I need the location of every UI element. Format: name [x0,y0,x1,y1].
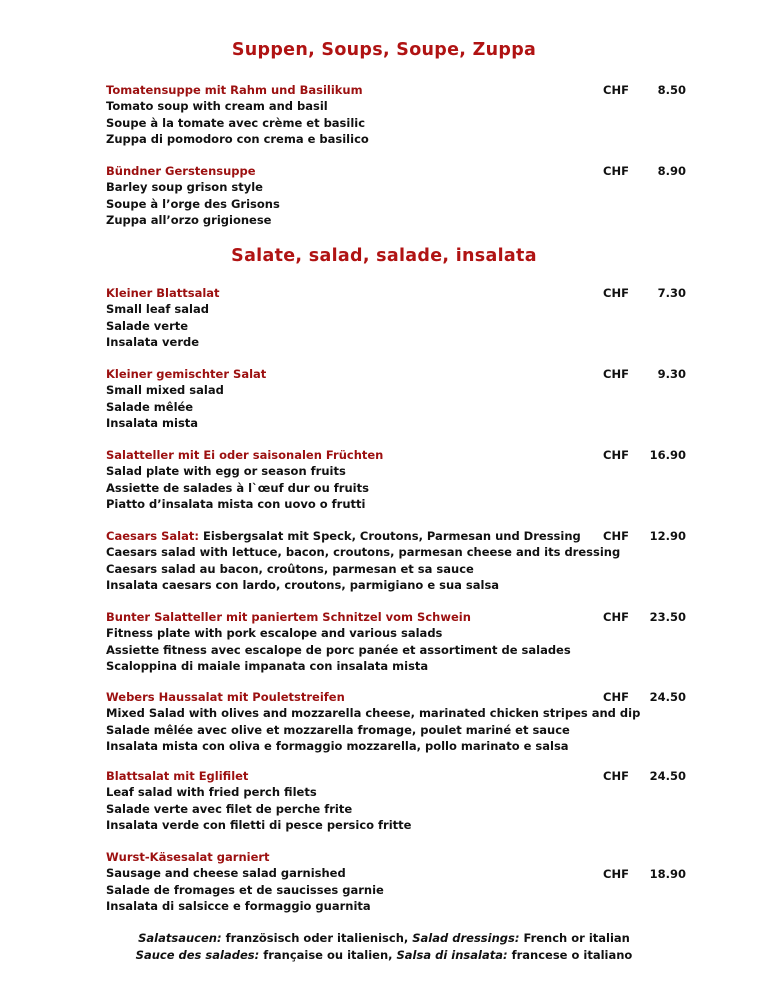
dressing-note-line-1 [0,930,768,947]
item-price: 24.50 [649,769,686,783]
item-name: Kleiner gemischter Salat [106,367,267,381]
item-french: Assiette de salades à l`œuf dur ou fruits [106,480,369,495]
item-name: Webers Haussalat mit Pouletstreifen [106,690,345,704]
item-currency: CHF [603,529,629,543]
item-currency: CHF [603,164,629,178]
item-english: Barley soup grison style [106,180,263,195]
item-name: Kleiner Blattsalat [106,286,220,300]
item-price: 9.30 [657,367,686,381]
item-french: Soupe à la tomate avec crème et basilic [106,115,366,130]
item-french: Salade de fromages et de saucisses garnie [106,882,384,897]
item-price: 18.90 [649,867,686,881]
item-price: 8.50 [657,83,686,97]
item-english: Fitness plate with pork escalope and various salads [106,626,443,641]
item-name: Wurst-Käsesalat garniert [106,850,270,864]
dressing-label-en: Salad dressings: [412,931,520,945]
item-currency: CHF [603,610,629,624]
dressing-label-de: Salatsaucen: [138,931,222,945]
item-name: Caesars Salat: [106,529,199,543]
item-french: Caesars salad au bacon, croûtons, parmesan et sa sauce [106,561,474,576]
item-price: 23.50 [649,610,686,624]
item-price: 8.90 [657,164,686,178]
item-italian: Scaloppina di maiale impanata con insalata mista [106,658,429,673]
item-currency: CHF [603,867,629,881]
item-name: Blattsalat mit Eglifilet [106,769,249,783]
item-english: Mixed Salad with olives and mozzarella cheese, marinated chicken stripes and dip [106,706,641,721]
item-english: Tomato soup with cream and basil [106,99,328,114]
item-currency: CHF [603,769,629,783]
item-italian: Insalata mista [106,415,199,430]
item-italian: Insalata verde con filetti di pesce persico fritte [106,817,412,832]
item-price: 7.30 [657,286,686,300]
dressing-text-de: französisch oder italienisch, [221,931,413,945]
item-price: 12.90 [649,529,686,543]
item-english: Sausage and cheese salad garnished [106,866,346,881]
dressing-label-it: Salsa di insalata: [396,947,508,962]
item-english: Caesars salad with lettuce, bacon, croutons, parmesan cheese and its dressing [106,545,621,560]
item-currency: CHF [603,367,629,381]
item-name: Salatteller mit Ei oder saisonalen Früchten [106,448,384,462]
item-english: Small leaf salad [106,302,209,317]
item-french: Salade mêlée avec olive et mozzarella fromage, poulet mariné et sauce [106,722,570,737]
section-title-soups: Suppen, Soups, Soupe, Zuppa [231,40,537,60]
section-title-salads: Salate, salad, salade, insalata [231,246,537,266]
dressing-note [0,930,768,963]
item-currency: CHF [603,690,629,704]
item-name: Tomatensuppe mit Rahm und Basilikum [106,83,363,97]
item-name: Bündner Gerstensuppe [106,164,256,178]
item-italian: Insalata mista con oliva e formaggio mozzarella, pollo marinato e salsa [106,738,569,753]
item-currency: CHF [603,286,629,300]
item-italian: Zuppa di pomodoro con crema e basilico [106,131,369,146]
item-french: Salade verte avec filet de perche frite [106,801,353,816]
item-french: Salade verte [106,318,189,333]
item-name: Bunter Salatteller mit paniertem Schnitzel vom Schwein [106,610,471,624]
dressing-text-en: French or italian [519,931,630,945]
item-italian: Insalata caesars con lardo, croutons, parmigiano e sua salsa [106,577,500,592]
item-french: Salade mêlée [106,399,194,414]
item-italian: Piatto d’insalata mista con uovo o frutti [106,496,366,511]
item-italian: Zuppa all’orzo grigionese [106,212,272,227]
item-italian: Insalata verde [106,334,200,349]
dressing-note-line-2 [0,947,768,964]
item-price: 16.90 [649,448,686,462]
item-french: Assiette fitness avec escalope de porc panée et assortiment de salades [106,642,571,657]
item-currency: CHF [603,83,629,97]
dressing-label-fr: Sauce des salades: [135,947,260,962]
item-english: Salad plate with egg or season fruits [106,464,346,479]
item-english: Small mixed salad [106,383,224,398]
item-currency: CHF [603,448,629,462]
item-english: Leaf salad with fried perch filets [106,785,317,800]
dressing-text-it: francese o italiano [507,947,633,962]
dressing-text-fr: française ou italien, [259,947,397,962]
item-description: Eisbergsalat mit Speck, Croutons, Parmesan und Dressing [198,529,581,543]
item-italian: Insalata di salsicce e formaggio guarnita [106,898,371,913]
item-french: Soupe à l’orge des Grisons [106,196,280,211]
item-price: 24.50 [649,690,686,704]
